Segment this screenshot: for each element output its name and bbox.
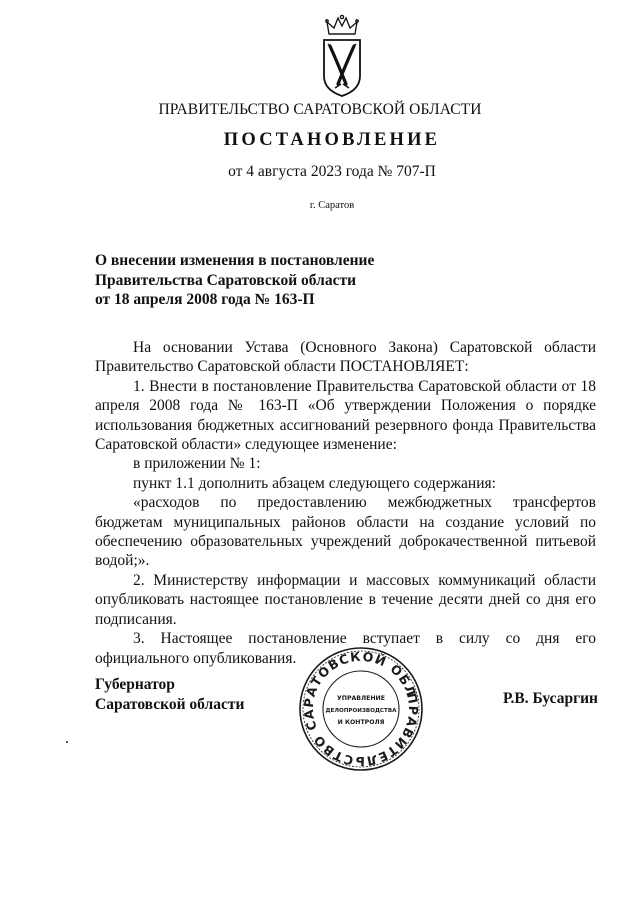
signer-position-line: Саратовской области [95,695,245,713]
body-paragraph: На основании Устава (Основного Закона) Саратовской области Правительство Саратовской области ПОСТАНОВЛЯЕТ: [95,339,596,376]
subject-line: от 18 апреля 2008 года № 163-П [95,291,315,308]
body-paragraph: в приложении № 1: [133,455,261,473]
official-stamp [298,646,424,772]
coat-of-arms-icon [316,14,368,98]
signer-position-line: Губернатор [95,676,175,693]
stamp-center-line: И КОНТРОЛЯ [337,719,385,726]
stamp-ring-text: ПРАВИТЕЛЬСТВО САРАТОВСКОЙ ОБЛАСТИ [300,648,422,770]
subject-line: О внесении изменения в постановление [95,252,375,269]
body-paragraph: 2. Министерству информации и массовых коммуникаций области опубликовать настоящее постановление в течение десяти дней со дня его подписания. [95,571,596,628]
document-body [95,338,596,668]
document-date-number: от 4 августа 2023 года № 707-П [228,163,436,180]
document-subject [95,251,374,310]
document-type: ПОСТАНОВЛЕНИЕ [223,130,441,150]
government-name: ПРАВИТЕЛЬСТВО САРАТОВСКОЙ ОБЛАСТИ [158,101,482,118]
signer-position [95,675,244,714]
body-paragraph: 1. Внести в постановление Правительства Саратовской области от 18 апреля 2008 года № 163-П «Об утверждении Положения о порядке использования бюджетных ассигнований резервного фонда Правительства Саратовской области» следующее изменение: [95,377,596,454]
subject-line: Правительства Саратовской области [95,271,356,289]
stamp-center-line: УПРАВЛЕНИЕ [337,695,385,702]
body-paragraph: 3. Настоящее постановление вступает в силу со дня его официального опубликования. [95,630,596,667]
stamp-center-line: ДЕЛОПРОИЗВОДСТВА [325,708,397,714]
document-city: г. Саратов [309,200,355,211]
signer-name: Р.В. Бусаргин [503,690,598,707]
scan-speck [66,741,68,743]
body-paragraph: «расходов по предоставлению межбюджетных трансфертов бюджетам муниципальных районов области на создание условий по обеспечению образовательных учреждений доброкачественной питьевой водой;». [95,494,596,570]
body-paragraph: пункт 1.1 дополнить абзацем следующего содержания: [133,474,496,492]
